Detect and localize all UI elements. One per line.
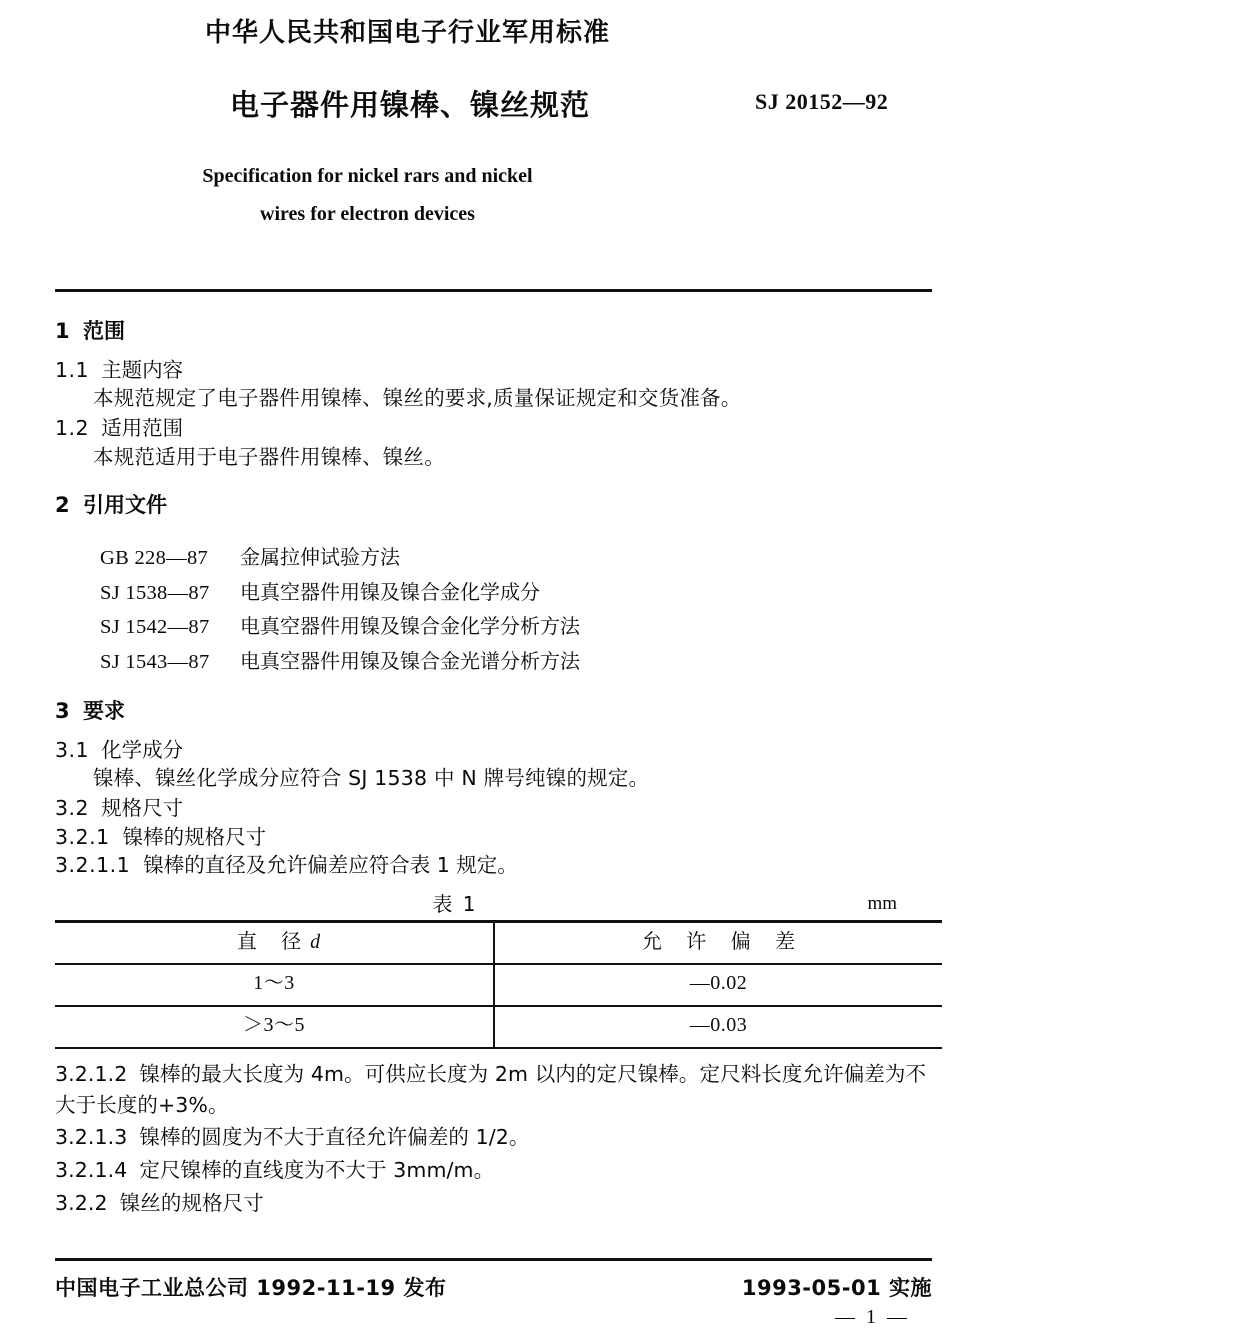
reference-code: SJ 1543—87 xyxy=(100,651,210,674)
paragraph-3-1: 镍棒、镍丝化学成分应符合 SJ 1538 中 N 牌号纯镍的规定。 xyxy=(93,766,650,791)
clause-3-2-label: 规格尺寸 xyxy=(101,796,184,821)
table-1-block xyxy=(55,892,935,1049)
footer-divider xyxy=(55,1258,932,1261)
table-row xyxy=(55,964,942,1006)
table-row xyxy=(55,1006,942,1048)
clause-3-1 xyxy=(55,737,935,763)
clause-3-1-label: 化学成分 xyxy=(101,737,184,762)
table-caption: 表 1 xyxy=(432,891,478,916)
clause-3-2-number: 3.2 xyxy=(55,796,90,821)
clause-3-2-1 xyxy=(55,824,935,850)
section-1-number: 1 xyxy=(55,319,70,343)
document-body xyxy=(55,308,935,1221)
table-caption-row xyxy=(55,892,935,920)
clause-1-2-number: 1.2 xyxy=(55,416,90,441)
table-header-row xyxy=(55,921,942,964)
page-number: — 1 — xyxy=(835,1306,910,1328)
clause-3-2-2-number: 3.2.2 xyxy=(55,1190,108,1215)
clause-3-2-1-3-number: 3.2.1.3 xyxy=(55,1125,128,1150)
table-unit-label: mm xyxy=(867,892,897,914)
cell-tolerance: —0.02 xyxy=(494,964,942,1006)
section-1-label: 范围 xyxy=(83,319,125,343)
section-2-label: 引用文件 xyxy=(83,492,167,517)
clause-1-1-label: 主题内容 xyxy=(101,357,184,382)
english-title xyxy=(55,157,930,233)
english-title-line-1: Specification for nickel rars and nickel xyxy=(202,165,533,188)
page-title: 电子器件用镍棒、镍丝规范 xyxy=(230,88,591,123)
clause-3-1-number: 3.1 xyxy=(55,737,90,762)
list-item xyxy=(100,645,935,680)
english-title-line-2: wires for electron devices xyxy=(260,203,475,226)
paragraph-1-2: 本规范适用于电子器件用镍棒、镍丝。 xyxy=(93,444,445,469)
section-3-number: 3 xyxy=(55,698,70,723)
list-item xyxy=(100,610,935,645)
clause-3-2-1-4-label: 定尺镍棒的直线度为不大于 3mm/m。 xyxy=(139,1158,495,1183)
clause-1-2-label: 适用范围 xyxy=(101,416,184,441)
cell-diameter: ＞3～5 xyxy=(55,1006,494,1048)
column-header-diameter-symbol: d xyxy=(310,930,321,953)
cell-tolerance: —0.03 xyxy=(494,1006,942,1048)
reference-code: GB 228—87 xyxy=(100,546,209,569)
clause-3-2-1-number: 3.2.1 xyxy=(55,824,110,849)
clause-3-2-1-4-number: 3.2.1.4 xyxy=(55,1158,128,1183)
list-item xyxy=(100,541,935,576)
document-footer xyxy=(55,1272,932,1332)
clause-3-2 xyxy=(55,795,935,821)
list-item xyxy=(100,576,935,611)
clause-3-2-1-2-number: 3.2.1.2 xyxy=(55,1061,128,1086)
document-header xyxy=(55,18,930,233)
cell-diameter: 1～3 xyxy=(55,964,494,1006)
section-heading-1 xyxy=(55,318,935,345)
section-3-label: 要求 xyxy=(83,698,125,723)
standard-number: SJ 20152—92 xyxy=(755,89,889,115)
reference-title: 电真空器件用镍及镍合金化学分析方法 xyxy=(240,614,580,639)
clause-3-2-1-label: 镍棒的规格尺寸 xyxy=(122,824,267,849)
reference-title: 金属拉伸试验方法 xyxy=(240,544,400,569)
clause-3-2-1-1-number: 3.2.1.1 xyxy=(55,852,131,877)
column-header-diameter-text: 直 径 xyxy=(236,928,311,953)
section-2-number: 2 xyxy=(55,492,70,517)
tolerance-table xyxy=(55,920,942,1049)
clause-3-2-2 xyxy=(55,1188,935,1219)
clause-3-2-2-label: 镍丝的规格尺寸 xyxy=(119,1190,264,1215)
reference-list xyxy=(55,541,935,680)
column-header-tolerance: 允 许 偏 差 xyxy=(494,921,942,964)
clause-1-1-number: 1.1 xyxy=(55,357,90,382)
reference-title: 电真空器件用镍及镍合金化学成分 xyxy=(240,579,540,604)
clause-1-2 xyxy=(55,415,935,441)
footer-effective-date: 1993-05-01 实施 xyxy=(741,1276,932,1300)
header-divider xyxy=(55,289,932,292)
reference-title: 电真空器件用镍及镍合金光谱分析方法 xyxy=(240,649,580,674)
section-heading-2 xyxy=(55,492,935,519)
national-standard-title: 中华人民共和国电子行业军用标准 xyxy=(205,18,611,48)
clause-3-2-1-4 xyxy=(55,1155,935,1186)
reference-code: SJ 1538—87 xyxy=(100,581,210,604)
title-row xyxy=(55,83,930,129)
clause-3-2-1-1-label: 镍棒的直径及允许偏差应符合表 1 规定。 xyxy=(143,852,518,877)
clause-3-2-1-3 xyxy=(55,1122,935,1153)
column-header-diameter xyxy=(55,921,494,964)
clause-3-2-1-1 xyxy=(55,852,935,878)
footer-issue-info: 中国电子工业总公司 1992-11-19 发布 xyxy=(55,1276,447,1300)
clause-3-2-1-2-label: 镍棒的最大长度为 4m。可供应长度为 2m 以内的定尺镍棒。定尺料长度允许偏差为不大于长度的+3%。 xyxy=(55,1061,927,1117)
clause-1-1 xyxy=(55,357,935,383)
paragraph-1-1: 本规范规定了电子器件用镍棒、镍丝的要求,质量保证规定和交货准备。 xyxy=(93,386,742,411)
clause-3-2-1-2 xyxy=(55,1059,935,1121)
section-heading-3 xyxy=(55,698,935,725)
reference-code: SJ 1542—87 xyxy=(100,616,210,639)
clause-3-2-1-3-label: 镍棒的圆度为不大于直径允许偏差的 1/2。 xyxy=(139,1125,530,1150)
